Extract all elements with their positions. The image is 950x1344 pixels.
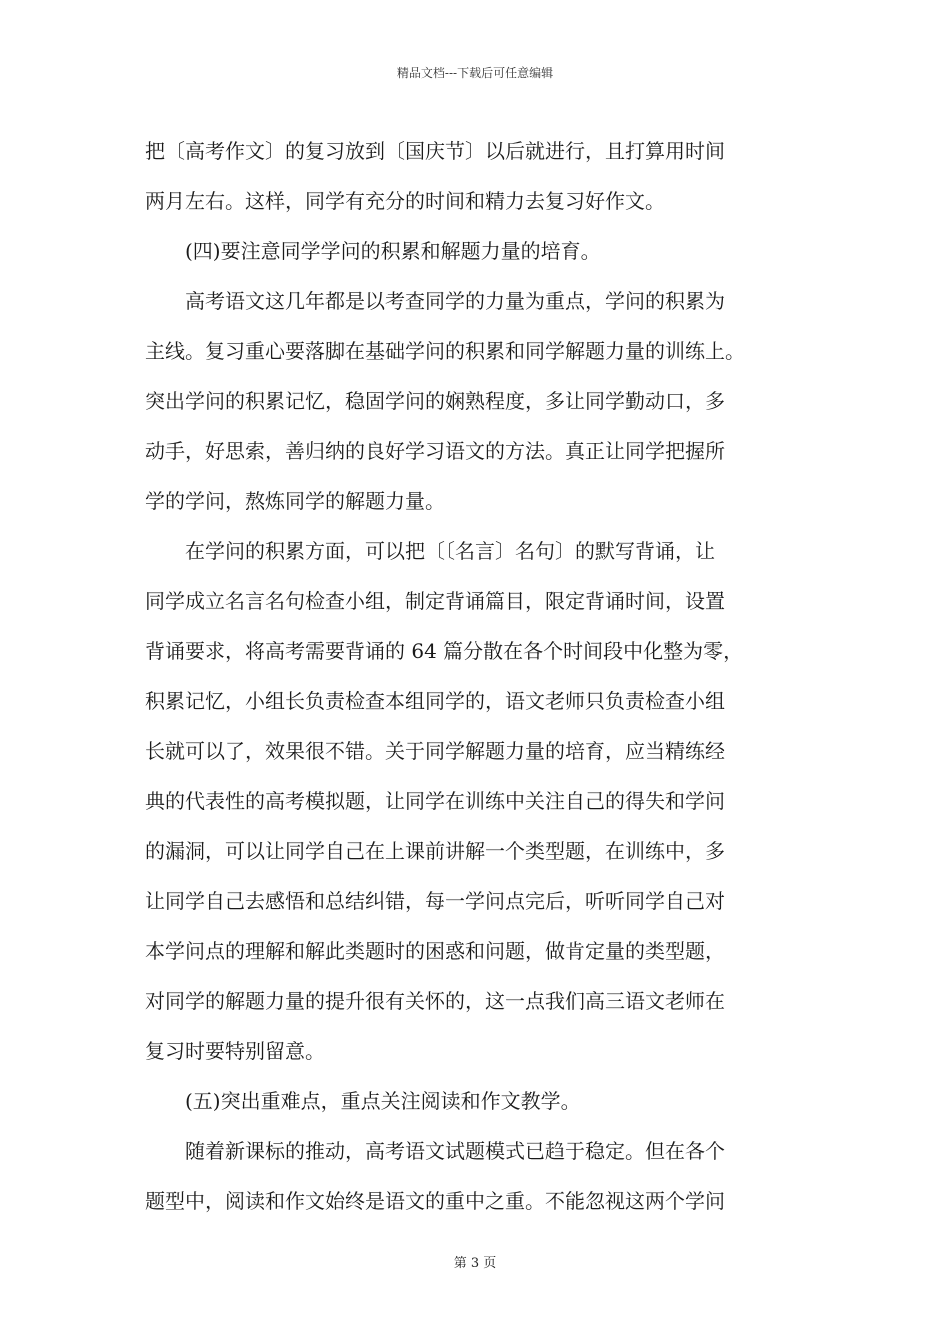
- body-line: 对同学的解题力量的提升很有关怀的，这一点我们高三语文老师在: [145, 989, 725, 1013]
- page-header: 精品文档---下载后可任意编辑: [396, 66, 554, 80]
- body-line: 让同学自己去感悟和总结纠错，每一学问点完后，听听同学自己对: [145, 889, 725, 913]
- body-line: 复习时要特别留意。: [145, 1039, 325, 1063]
- body-line: 题型中，阅读和作文始终是语文的重中之重。不能忽视这两个学问: [145, 1189, 725, 1213]
- body-line: 同学成立名言名句检查小组，制定背诵篇目，限定背诵时间，设置: [145, 589, 725, 613]
- body-line: 的漏洞，可以让同学自己在上课前讲解一个类型题，在训练中，多: [145, 839, 725, 863]
- body-line: 背诵要求，将高考需要背诵的 64 篇分散在各个时间段中化整为零，: [145, 639, 744, 663]
- body-line: 随着新课标的推动，高考语文试题模式已趋于稳定。但在各个: [145, 1139, 725, 1163]
- body-line: 突出学问的积累记忆，稳固学问的娴熟程度，多让同学勤动口，多: [145, 389, 725, 413]
- body-line: 动手，好思索，善归纳的良好学习语文的方法。真正让同学把握所: [145, 439, 725, 463]
- section-heading: (五)突出重难点，重点关注阅读和作文教学。: [145, 1089, 581, 1113]
- body-line: 典的代表性的高考模拟题，让同学在训练中关注自己的得失和学问: [145, 789, 725, 813]
- body-line: 把〔高考作文〕的复习放到〔国庆节〕以后就进行，且打算用时间: [145, 139, 725, 163]
- body-line: 学的学问，熬炼同学的解题力量。: [145, 489, 445, 513]
- body-line: 主线。复习重心要落脚在基础学问的积累和同学解题力量的训练上。: [145, 339, 745, 363]
- body-line: 长就可以了，效果很不错。关于同学解题力量的培育，应当精练经: [145, 739, 725, 763]
- section-heading: (四)要注意同学学问的积累和解题力量的培育。: [145, 239, 601, 263]
- page-number: 第 3 页: [453, 1256, 497, 1271]
- body-line: 高考语文这几年都是以考查同学的力量为重点，学问的积累为: [145, 289, 725, 313]
- body-line: 本学问点的理解和解此类题时的困惑和问题，做肯定量的类型题，: [145, 939, 725, 963]
- body-line: 积累记忆，小组长负责检查本组同学的，语文老师只负责检查小组: [145, 689, 725, 713]
- body-line: 在学问的积累方面，可以把〔〔名言〕名句〕的默写背诵，让: [145, 539, 715, 563]
- body-line: 两月左右。这样，同学有充分的时间和精力去复习好作文。: [145, 189, 665, 213]
